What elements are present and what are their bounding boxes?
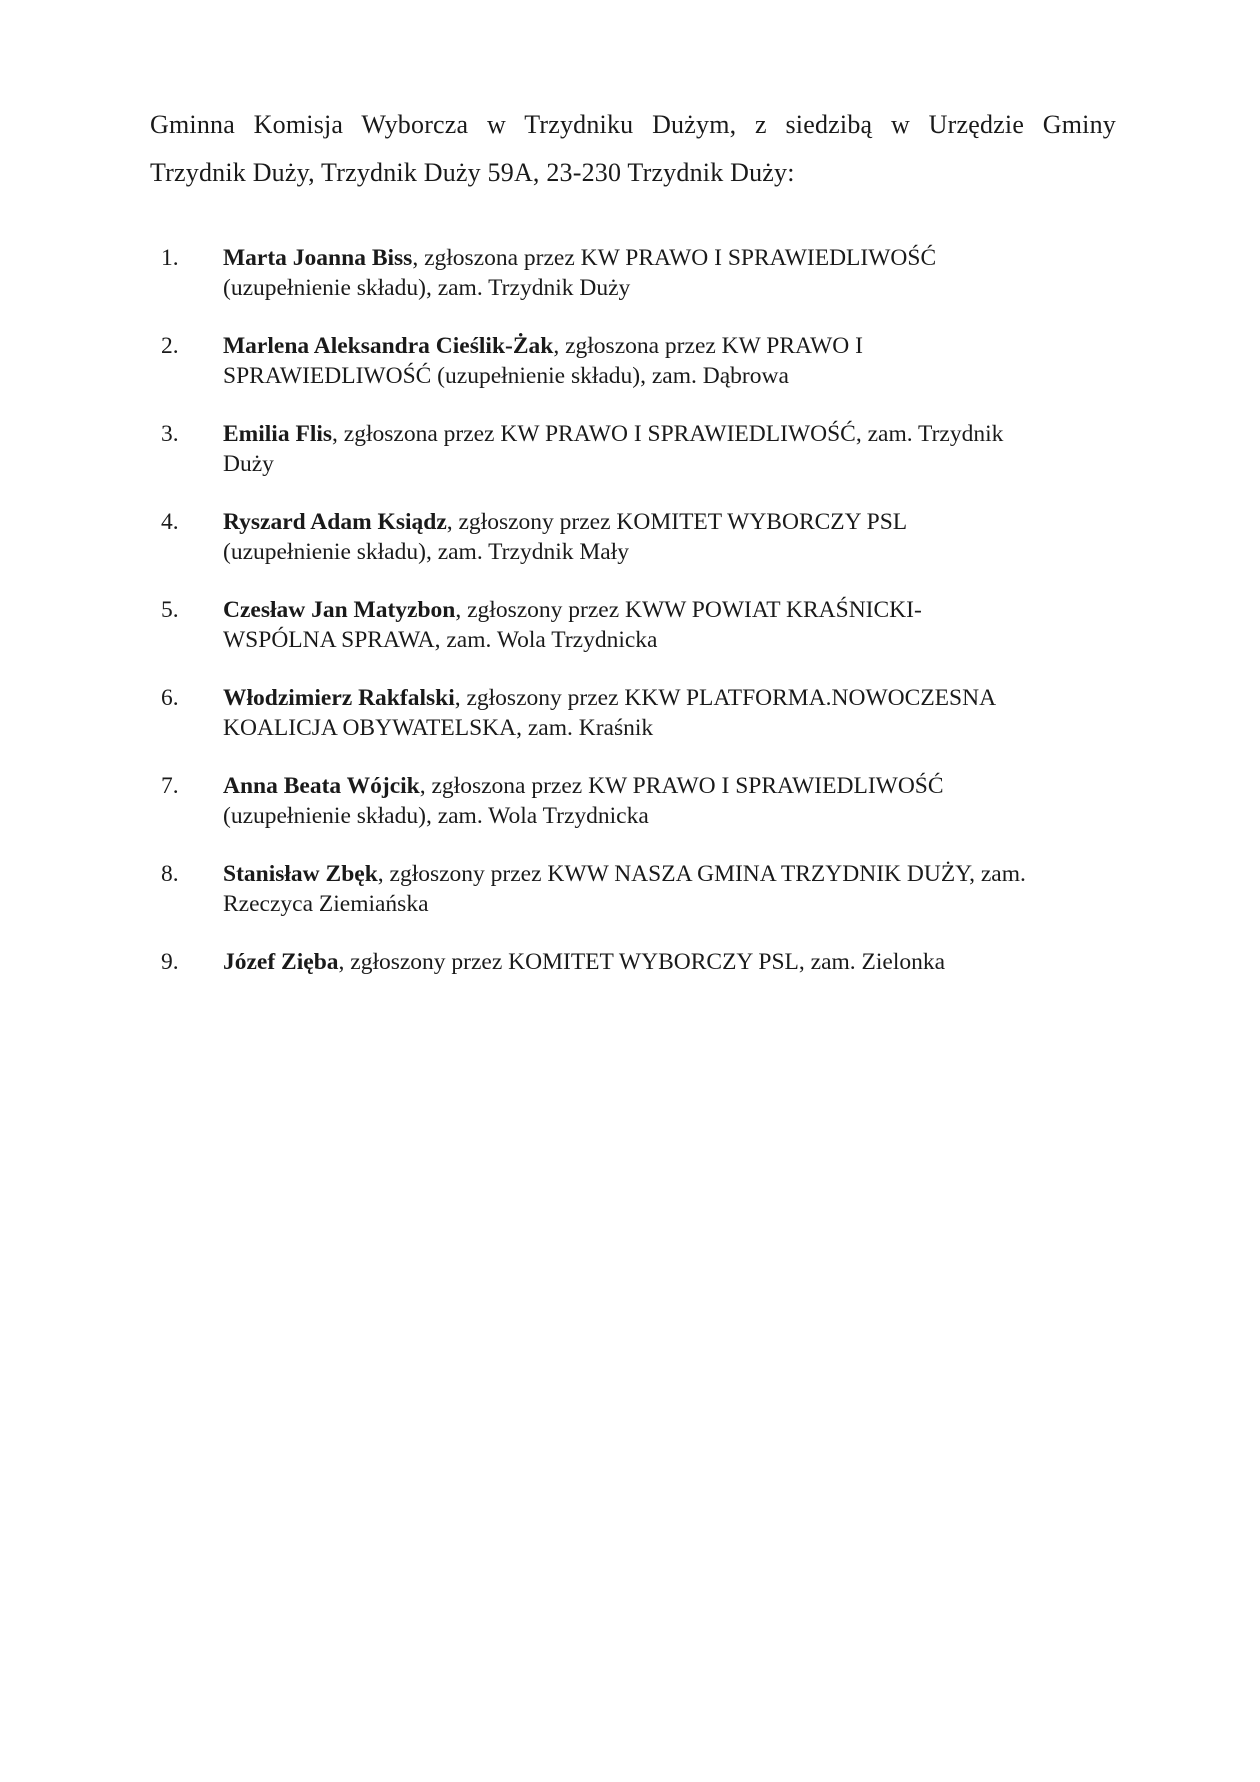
header-line-1: Gminna Komisja Wyborcza w Trzydniku Dużym, z siedzibą w Urzędzie Gminy [150, 110, 1116, 139]
member-details-cont: (uzupełnienie składu), zam. Trzydnik Duży [223, 275, 631, 301]
item-number: 2. [161, 333, 179, 359]
list-item [150, 243, 1116, 303]
member-name: Marta Joanna Biss [223, 245, 413, 271]
member-name: Ryszard Adam Ksiądz [223, 509, 447, 535]
member-details: , zgłoszony przez KWW POWIAT KRAŚNICKI- [455, 597, 922, 623]
member-details-cont: Rzeczyca Ziemiańska [223, 891, 429, 917]
item-number: 4. [161, 509, 179, 535]
member-name: Józef Zięba [223, 949, 339, 975]
header-line-2: Trzydnik Duży, Trzydnik Duży 59A, 23-230 Trzydnik Duży: [150, 158, 795, 187]
member-name: Emilia Flis [223, 421, 333, 447]
member-name: Czesław Jan Matyzbon [223, 597, 456, 623]
member-details: , zgłoszony przez KKW PLATFORMA.NOWOCZESNA [454, 685, 997, 711]
member-details: , zgłoszona przez KW PRAWO I [553, 333, 863, 359]
item-number: 7. [161, 773, 179, 799]
member-details-cont: Duży [223, 451, 274, 477]
member-details-cont: (uzupełnienie składu), zam. Trzydnik Mały [223, 539, 629, 565]
member-list [150, 243, 1116, 1005]
member-details-cont: WSPÓLNA SPRAWA, zam. Wola Trzydnicka [223, 627, 658, 653]
list-item [150, 595, 1116, 655]
member-name: Stanisław Zbęk [223, 861, 378, 887]
item-number: 5. [161, 597, 179, 623]
member-details-cont: (uzupełnienie składu), zam. Wola Trzydnicka [223, 803, 649, 829]
member-details-cont: SPRAWIEDLIWOŚĆ (uzupełnienie składu), zam. Dąbrowa [223, 363, 789, 389]
list-item [150, 683, 1116, 743]
list-item [150, 507, 1116, 567]
member-details: , zgłoszona przez KW PRAWO I SPRAWIEDLIWOŚĆ [419, 773, 944, 799]
member-details: , zgłoszona przez KW PRAWO I SPRAWIEDLIWOŚĆ [412, 245, 937, 271]
list-item [150, 859, 1116, 919]
member-details: , zgłoszona przez KW PRAWO I SPRAWIEDLIWOŚĆ, zam. Trzydnik [332, 421, 1004, 447]
item-number: 6. [161, 685, 179, 711]
member-name: Włodzimierz Rakfalski [223, 685, 455, 711]
list-item [150, 331, 1116, 391]
item-number: 1. [161, 245, 179, 271]
member-details: , zgłoszony przez KOMITET WYBORCZY PSL, zam. Zielonka [338, 949, 946, 975]
member-name: Marlena Aleksandra Cieślik-Żak [223, 333, 554, 359]
list-item [150, 771, 1116, 831]
member-name: Anna Beata Wójcik [223, 773, 420, 799]
item-number: 9. [161, 949, 179, 975]
header-paragraph [150, 101, 1116, 197]
list-item [150, 947, 1116, 977]
item-number: 8. [161, 861, 179, 887]
member-details: , zgłoszony przez KWW NASZA GMINA TRZYDNIK DUŻY, zam. [377, 861, 1026, 887]
member-details: , zgłoszony przez KOMITET WYBORCZY PSL [446, 509, 908, 535]
list-item [150, 419, 1116, 479]
member-details-cont: KOALICJA OBYWATELSKA, zam. Kraśnik [223, 715, 654, 741]
item-number: 3. [161, 421, 179, 447]
